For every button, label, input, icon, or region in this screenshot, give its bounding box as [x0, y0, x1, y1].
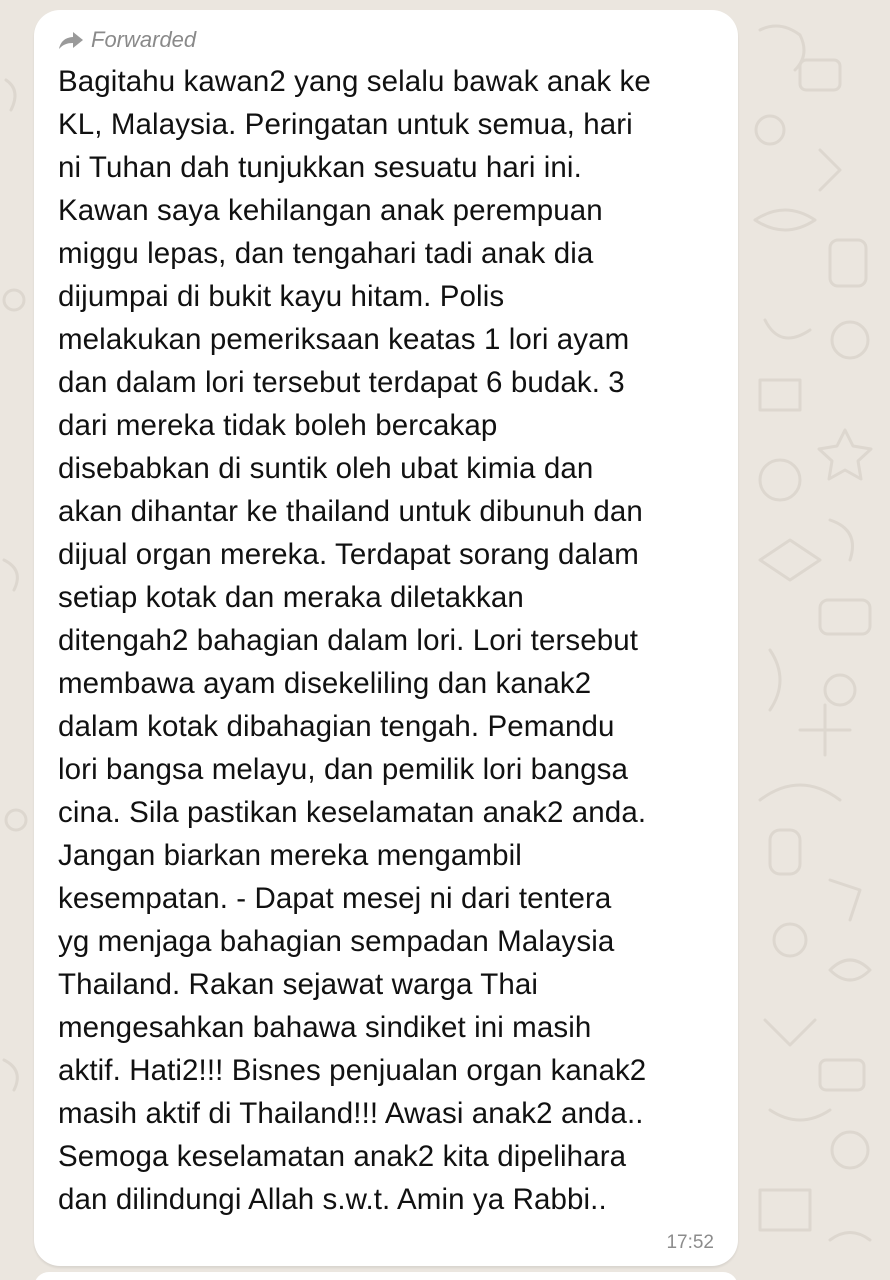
message-line: melakukan pemeriksaan keatas 1 lori ayam: [58, 323, 630, 356]
message-line: lori bangsa melayu, dan pemilik lori bangsa: [58, 753, 629, 786]
message-line: dan dalam lori tersebut terdapat 6 budak. 3: [58, 366, 625, 399]
forwarded-text: Forwarded: [91, 27, 197, 52]
message-line: akan dihantar ke thailand untuk dibunuh dan: [58, 495, 643, 528]
message-line: dan dilindungi Allah s.w.t. Amin ya Rabbi..: [58, 1183, 607, 1216]
message-line: dalam kotak dibahagian tengah. Pemandu: [58, 710, 615, 743]
message-line: mengesahkan bahawa sindiket ini masih: [58, 1011, 592, 1044]
message-line: miggu lepas, dan tengahari tadi anak dia: [58, 237, 594, 270]
message-line: Bagitahu kawan2 yang selalu bawak anak ke: [58, 65, 651, 98]
message-line: kesempatan. - Dapat mesej ni dari tentera: [58, 882, 612, 915]
message-line: aktif. Hati2!!! Bisnes penjualan organ kanak2: [58, 1054, 647, 1087]
message-line: cina. Sila pastikan keselamatan anak2 anda.: [58, 796, 647, 829]
message-text: [58, 60, 730, 1221]
message-line: Semoga keselamatan anak2 kita dipelihara: [58, 1140, 627, 1173]
message-line: setiap kotak dan meraka diletakkan: [58, 581, 524, 614]
message-line: membawa ayam disekeliling dan kanak2: [58, 667, 592, 700]
message-line: Thailand. Rakan sejawat warga Thai: [58, 968, 539, 1001]
message-timestamp: 17:52: [666, 1232, 714, 1253]
message-line: yg menjaga bahagian sempadan Malaysia: [58, 925, 615, 958]
next-message-bubble[interactable]: [34, 1272, 738, 1280]
message-line: dijumpai di bukit kayu hitam. Polis: [58, 280, 505, 313]
message-line: Kawan saya kehilangan anak perempuan: [58, 194, 603, 227]
forward-arrow-icon: [58, 30, 84, 50]
message-line: Jangan biarkan mereka mengambil: [58, 839, 522, 872]
message-line: KL, Malaysia. Peringatan untuk semua, hari: [58, 108, 633, 141]
forwarded-label: [58, 26, 196, 54]
message-line: disebabkan di suntik oleh ubat kimia dan: [58, 452, 594, 485]
message-line: ni Tuhan dah tunjukkan sesuatu hari ini.: [58, 151, 582, 184]
message-line: dijual organ mereka. Terdapat sorang dalam: [58, 538, 639, 571]
message-bubble[interactable]: [34, 10, 738, 1266]
message-line: ditengah2 bahagian dalam lori. Lori tersebut: [58, 624, 639, 657]
message-line: dari mereka tidak boleh bercakap: [58, 409, 498, 442]
message-line: masih aktif di Thailand!!! Awasi anak2 anda..: [58, 1097, 644, 1130]
